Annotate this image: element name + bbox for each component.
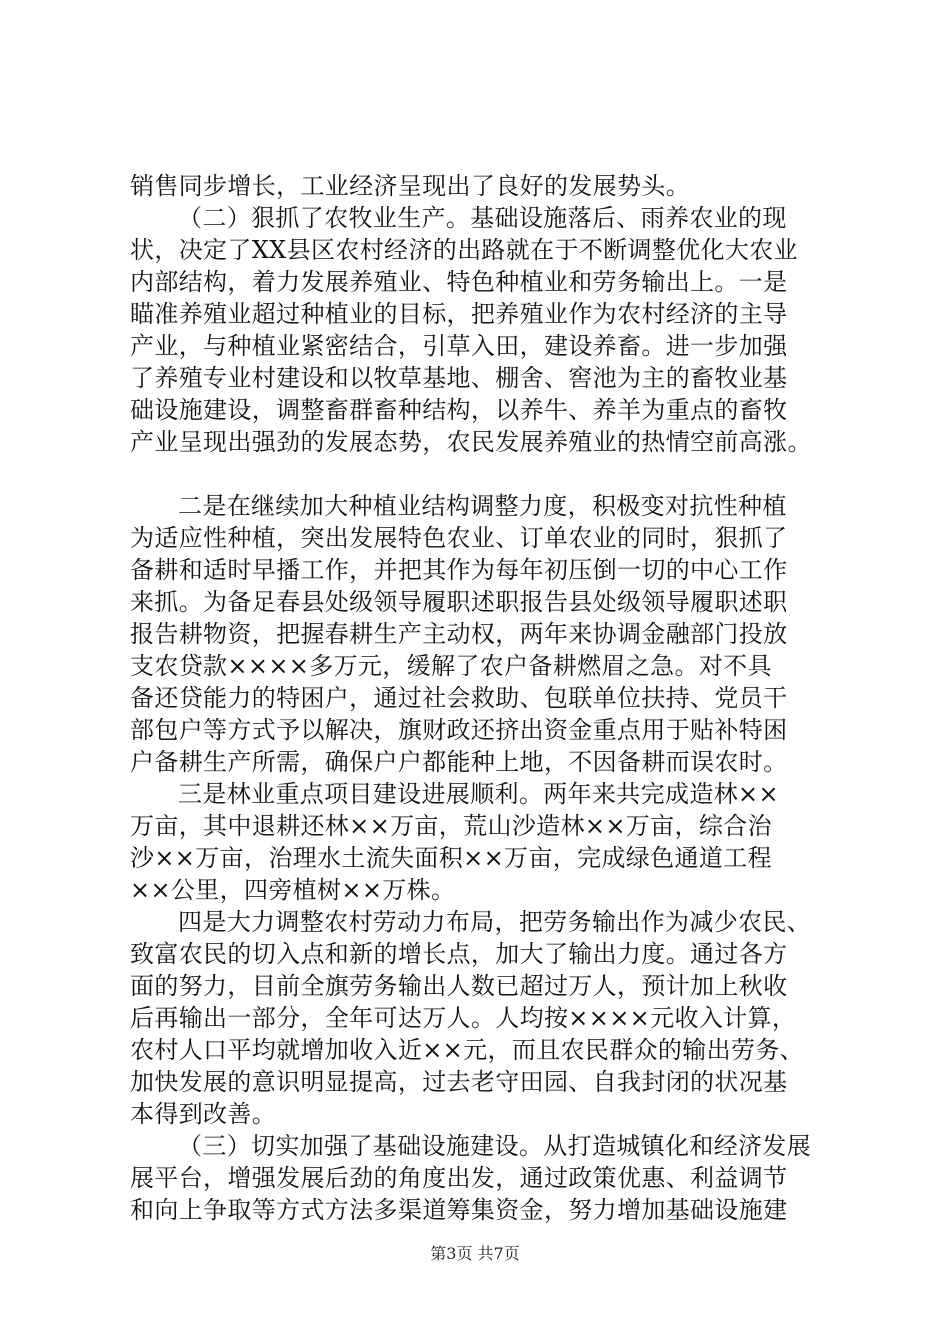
text-line: 部包户等方式予以解决，旗财政还挤出资金重点用于贴补特困: [130, 716, 788, 744]
text-line: 状，决定了XX县区农村经济的出路就在于不断调整优化大农业: [130, 236, 798, 264]
text-line: 三是林业重点项目建设进展顺利。两年来共完成造林××: [178, 780, 779, 808]
text-line: 内部结构，着力发展养殖业、特色种植业和劳务输出上。一是: [130, 268, 788, 296]
text-line: 瞄准养殖业超过种植业的目标，把养殖业作为农村经济的主导: [130, 300, 788, 328]
text-line: 报告耕物资，把握春耕生产主动权，两年来协调金融部门投放: [130, 620, 788, 648]
text-line: 农村人口平均就增加收入近××元，而且农民群众的输出劳务、: [130, 1036, 805, 1064]
text-line: 户备耕生产所需，确保户户都能种上地，不因备耕而误农时。: [130, 748, 788, 776]
text-line: 万亩，其中退耕还林××万亩，荒山沙造林××万亩，综合治: [130, 812, 772, 840]
paragraph-gap: [130, 458, 830, 490]
text-line: 销售同步增长，工业经济呈现出了良好的发展势头。: [130, 172, 691, 200]
text-line: 支农贷款××××多万元，缓解了农户备耕燃眉之急。对不具: [130, 652, 772, 680]
text-line: 来抓。为备足春县处级领导履职述职报告县处级领导履职述职: [130, 588, 788, 616]
page-indicator: 第3页 共7页: [430, 1244, 520, 1263]
document-body: [130, 170, 830, 1226]
text-line: 础设施建设，调整畜群畜种结构，以养牛、养羊为重点的畜牧: [130, 396, 788, 424]
text-line: 了养殖专业村建设和以牧草基地、棚舍、窖池为主的畜牧业基: [130, 364, 788, 392]
text-line: 和向上争取等方式方法多渠道筹集资金，努力增加基础设施建: [130, 1196, 788, 1224]
text-line: 备还贷能力的特困户，通过社会救助、包联单位扶持、党员干: [130, 684, 788, 712]
text-line: 加快发展的意识明显提高，过去老守田园、自我封闭的状况基: [130, 1068, 788, 1096]
text-line: 沙××万亩，治理水土流失面积××万亩，完成绿色通道工程: [130, 844, 772, 872]
text-line: 二是在继续加大种植业结构调整力度，积极变对抗性种植: [178, 492, 787, 520]
text-line: 产业，与种植业紧密结合，引草入田，建设养畜。进一步加强: [130, 332, 788, 360]
text-line: 面的努力，目前全旗劳务输出人数已超过万人，预计加上秋收: [130, 972, 788, 1000]
text-line: 产业呈现出强劲的发展态势，农民发展养殖业的热情空前高涨。: [130, 428, 812, 456]
text-line: （二）狠抓了农牧业生产。基础设施落后、雨养农业的现: [178, 204, 787, 232]
text-line: 致富农民的切入点和新的增长点，加大了输出力度。通过各方: [130, 940, 788, 968]
text-line: 为适应性种植，突出发展特色农业、订单农业的同时，狠抓了: [130, 524, 788, 552]
text-line: 本得到改善。: [130, 1100, 277, 1128]
text-line: 展平台，增强发展后劲的角度出发，通过政策优惠、利益调节: [130, 1164, 788, 1192]
text-line: （三）切实加强了基础设施建设。从打造城镇化和经济发展: [178, 1132, 812, 1160]
text-line: 后再输出一部分，全年可达万人。人均按××××元收入计算，: [130, 1004, 797, 1032]
text-line: ××公里，四旁植树××万株。: [130, 876, 456, 904]
text-line: 四是大力调整农村劳动力布局，把劳务输出作为减少农民、: [178, 908, 812, 936]
text-line: 备耕和适时早播工作，并把其作为每年初压倒一切的中心工作: [130, 556, 788, 584]
